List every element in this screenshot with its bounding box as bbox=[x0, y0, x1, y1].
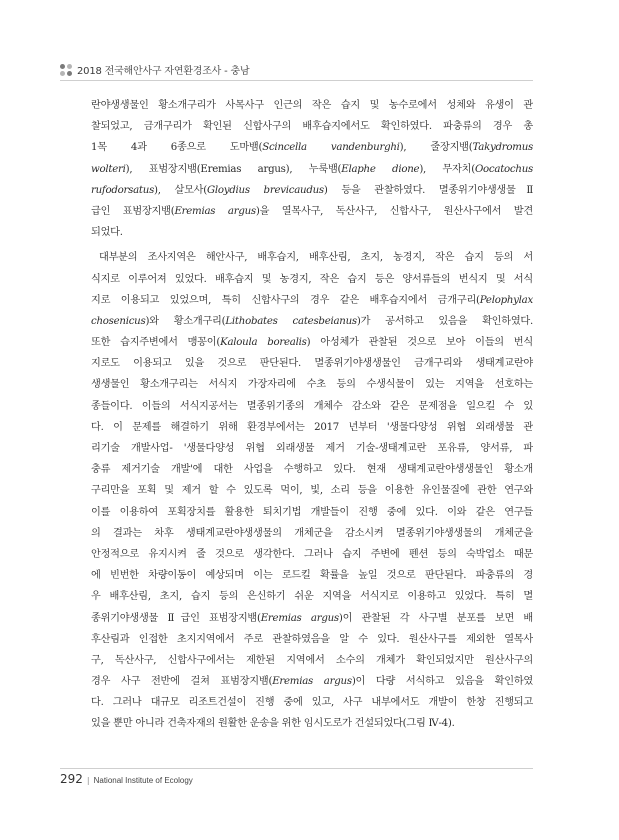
text-run: ), 줄장지뱀( bbox=[399, 142, 473, 154]
dot bbox=[60, 71, 65, 76]
text-run: 되었다. bbox=[91, 227, 123, 239]
text-line bbox=[91, 222, 533, 243]
text-run: 종위기야생생물 Ⅱ급인 표범장지뱀( bbox=[91, 612, 261, 624]
scientific-name: Eremias argus bbox=[174, 205, 256, 217]
text-run: )와 황소개구리( bbox=[145, 315, 226, 327]
scientific-name: Takydromus bbox=[472, 142, 533, 154]
text-run: 또한 습지주변에서 맹꽁이( bbox=[91, 337, 221, 349]
text-run: 식지로 이루어져 있었다. 배후습지 및 농경지, 작은 습지 등은 양서류들의 번식지 및 서식 bbox=[91, 273, 533, 285]
text-run: ), 살모사( bbox=[154, 184, 207, 196]
scientific-name: wolteri bbox=[91, 163, 126, 175]
scientific-name: Gloydius brevicaudus bbox=[206, 184, 324, 196]
text-run: 있을 뿐만 아니라 건축자재의 원활한 운송을 위한 임시도로가 건설되었다(그림 Ⅳ-4). bbox=[91, 718, 455, 730]
text-line bbox=[91, 311, 533, 332]
text-line bbox=[91, 290, 533, 311]
text-run: 지로 이용되고 있었으며, 특히 신합사구의 경우 같은 배후습지에서 금개구리( bbox=[91, 294, 480, 306]
text-line bbox=[91, 459, 533, 480]
text-line bbox=[91, 180, 533, 201]
text-run: 대부분의 조사지역은 해안사구, 배후습지, 배후산림, 초지, 농경지, 작은 습지 등의 서 bbox=[99, 252, 533, 264]
text-line bbox=[91, 544, 533, 565]
header-divider bbox=[60, 80, 533, 81]
text-line bbox=[91, 332, 533, 353]
text-line bbox=[91, 586, 533, 607]
dot bbox=[67, 71, 72, 76]
text-line bbox=[91, 159, 533, 180]
text-line bbox=[91, 269, 533, 290]
text-run: )을 열목사구, 독산사구, 신합사구, 원산사구에서 발견 bbox=[255, 205, 533, 217]
text-run: 후산림과 인접한 초지지역에서 주로 관찰하였음을 알 수 있다. 원산사구를 제외한 열목사 bbox=[91, 633, 533, 645]
text-line bbox=[91, 417, 533, 438]
scientific-name: Elaphe dione bbox=[341, 163, 420, 175]
text-run: 의 결과는 차후 생태계교란야생생물의 개체군을 감소시켜 멸종위기야생생물의 개체군을 bbox=[91, 527, 533, 539]
footer-institution: National Institute of Ecology bbox=[93, 776, 193, 785]
page-footer bbox=[60, 772, 193, 786]
text-run: 란야생생물인 황소개구리가 사목사구 인근의 작은 습지 및 농수로에서 성체와 유생이 관 bbox=[91, 100, 533, 111]
text-run: 경우 사구 전반에 걸쳐 표범장지뱀( bbox=[91, 676, 273, 688]
text-line bbox=[91, 137, 533, 158]
text-run: ) 아성체가 관찰된 것으로 보아 이들의 번식 bbox=[306, 337, 533, 349]
text-line bbox=[91, 713, 533, 734]
text-run: 다. 그러나 대규모 리조트건설이 진행 중에 있고, 사구 내부에서도 개발이 한창 진행되고 bbox=[91, 697, 533, 709]
text-run: 1목 4과 6종으로 도마뱀( bbox=[91, 142, 263, 154]
text-run: )이 관찰된 각 사구별 분포를 보면 배 bbox=[338, 612, 533, 624]
scientific-name: Oocatochus bbox=[474, 163, 533, 175]
text-run: 이를 이용하여 포획장치를 활용한 퇴치기법 개발들이 진행 중에 있다. 이와 같은 연구들 bbox=[91, 506, 533, 518]
scientific-name: chosenicus bbox=[91, 315, 146, 327]
scientific-name: Eremias argus bbox=[260, 612, 339, 624]
text-line bbox=[91, 565, 533, 586]
text-run: 지로도 이용되고 있을 것으로 판단된다. 멸종위기야생생물인 금개구리와 생태계교란야 bbox=[91, 358, 533, 370]
text-line bbox=[91, 247, 533, 268]
scientific-name: Kaloula borealis bbox=[220, 337, 307, 349]
text-run: 급인 표범장지뱀( bbox=[91, 205, 175, 217]
dot bbox=[67, 64, 72, 69]
text-line bbox=[91, 608, 533, 629]
text-line bbox=[91, 502, 533, 523]
text-line bbox=[91, 480, 533, 501]
scientific-name: Lithobates catesbeianus bbox=[225, 315, 357, 327]
scientific-name: Scincella vandenburghi bbox=[262, 142, 400, 154]
scientific-name: Pelophylax bbox=[479, 294, 533, 306]
text-line bbox=[91, 692, 533, 713]
text-run: 다. 이 문제를 해결하기 위해 환경부에서는 2017 년부터 '생물다양성 위협 외래생물 관 bbox=[91, 421, 533, 433]
text-line bbox=[91, 353, 533, 374]
text-line bbox=[91, 629, 533, 650]
text-line bbox=[91, 116, 533, 137]
text-run: 에 빈번한 차량이동이 예상되며 이는 로드킬 확률을 높일 것으로 판단된다. 파충류의 경 bbox=[91, 570, 533, 582]
text-run: 구리만을 포획 및 제거 할 수 있도록 먹이, 빛, 소리 등을 이용한 유인물질에 관한 연구와 bbox=[91, 485, 533, 497]
dot bbox=[60, 64, 65, 69]
text-line bbox=[91, 523, 533, 544]
text-line bbox=[91, 438, 533, 459]
text-line bbox=[91, 671, 533, 692]
footer-divider bbox=[60, 768, 533, 769]
text-run: )이 다량 서식하고 있음을 확인하였 bbox=[351, 676, 533, 688]
text-run: 안정적으로 유지시켜 줄 것으로 생각한다. 그러나 습지 주변에 펜션 등의 숙박업소 때문 bbox=[91, 548, 533, 560]
paragraph-1 bbox=[91, 95, 533, 243]
footer-separator: | bbox=[86, 776, 90, 785]
scientific-name: Eremias argus bbox=[272, 676, 352, 688]
header-title: 2018 전국해안사구 자연환경조사 - 충남 bbox=[77, 66, 250, 77]
text-run: ), 무자치( bbox=[419, 163, 475, 175]
header-dots-icon bbox=[60, 64, 72, 76]
text-run: ), 표범장지뱀(Eremias argus), 누룩뱀( bbox=[125, 163, 342, 175]
page-header bbox=[60, 62, 249, 77]
page-number: 292 bbox=[60, 772, 83, 786]
paragraph-2 bbox=[91, 247, 533, 734]
text-run: 리기술 개발사업- '생물다양성 위협 외래생물 제거 기술-생태계교란 포유류, 양서류, 파 bbox=[91, 443, 533, 454]
text-line bbox=[91, 95, 533, 116]
text-line bbox=[91, 374, 533, 395]
text-line bbox=[91, 396, 533, 417]
text-run: 찰되었고, 금개구리가 확인된 신합사구의 배후습지에서도 확인하였다. 파충류의 경우 총 bbox=[91, 121, 533, 133]
text-run: ) 등을 관찰하였다. 멸종위기야생생물Ⅱ bbox=[323, 184, 533, 196]
text-run: 생생물인 황소개구리는 서식지 가장자리에 수초 등의 수생식물이 있는 지역을 선호하는 bbox=[91, 379, 533, 391]
text-run: 종들이다. 이들의 서식지공서는 멸종위기종의 개체수 감소와 같은 문제점을 일으킬 수 있 bbox=[91, 400, 533, 412]
body-text bbox=[91, 95, 533, 735]
text-line bbox=[91, 650, 533, 671]
text-run: )가 공서하고 있음을 확인하였다. bbox=[356, 315, 533, 327]
text-run: 구, 독산사구, 신합사구에서는 제한된 지역에서 소수의 개체가 확인되었지만 원산사구의 bbox=[91, 654, 533, 666]
text-line bbox=[91, 201, 533, 222]
scientific-name: rufodorsatus bbox=[91, 184, 155, 196]
text-run: 우 배후산림, 초지, 습지 등의 은신하기 쉬운 지역을 서식지로 이용하고 있었다. 특히 멸 bbox=[91, 591, 533, 603]
text-run: 충류 제거기술 개발'에 대한 사업을 수행하고 있다. 현재 생태계교란야생생물인 황소개 bbox=[91, 464, 533, 476]
